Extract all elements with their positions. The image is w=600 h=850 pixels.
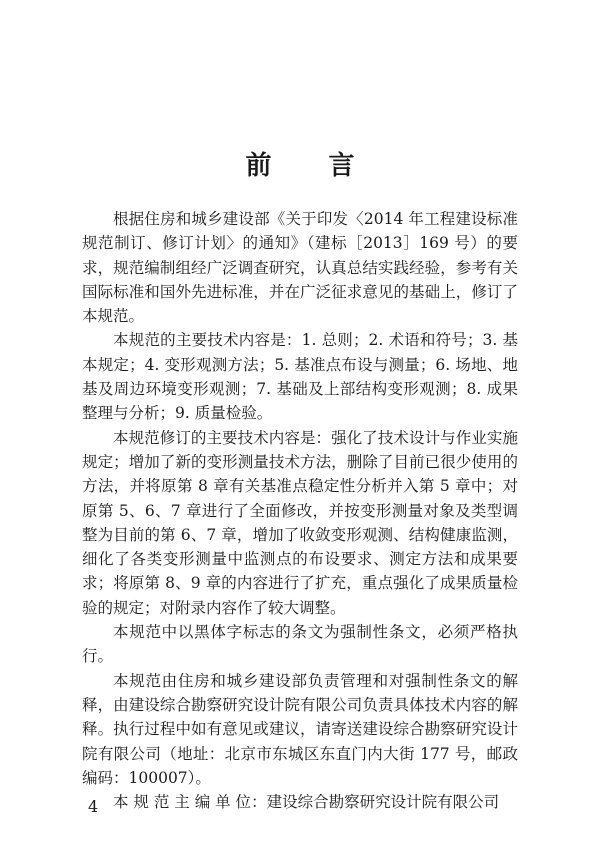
paragraph-revision-content: 本规范修订的主要技术内容是：强化了技术设计与作业实施规定；增加了新的变形测量技术方法，删除了目前已很少使用的方法，并将原第 8 章有关基准点稳定性分析并入第 5 章中；对原第 5、6、7 章进行了全面修改，并按变形测量对象及类型调整为目前的第 6、7 章，增加了收敛变形观测、结构健康监测，细化了各类变形测量中监测点的布设要求、测定方法和成果要求；将原第 8、9 章的内容进行了扩充，重点强化了成果质量检验的规定；对附录内容作了较大调整。	[82, 428, 518, 617]
body-text	[82, 207, 518, 814]
page-title: 前 言	[245, 151, 379, 181]
paragraph-management: 本规范由住房和城乡建设部负责管理和对强制性条文的解释，由建设综合勘察研究设计院有限公司负责具体技术内容的解释。执行过程中如有意见或建议，请寄送建设综合勘察研究设计院有限公司（地址：北京市东城区东直门内大街 177 号，邮政编码：100007）。	[82, 671, 518, 787]
page-number: 4	[88, 797, 99, 816]
paragraph-chief-editor: 本 规 范 主 编 单 位：建设综合勘察研究设计院有限公司	[113, 793, 500, 812]
paragraph-background: 根据住房和城乡建设部《关于印发〈2014 年工程建设标准规范制订、修订计划〉的通知》（建标［2013］169 号）的要求，规范编制组经广泛调查研究，认真总结实践经验，参考有关国际标准和国外先进标准，并在广泛征求意见的基础上，修订了本规范。	[82, 210, 518, 326]
paragraph-mandatory-clauses: 本规范中以黑体字标志的条文为强制性条文，必须严格执行。	[82, 623, 518, 666]
paragraph-main-content: 本规范的主要技术内容是：1. 总则；2. 术语和符号；3. 基本规定；4. 变形观测方法；5. 基准点布设与测量；6. 场地、地基及周边环境变形观测；7. 基础及上部结构变形观测；8. 成果整理与分析；9. 质量检验。	[82, 331, 518, 423]
